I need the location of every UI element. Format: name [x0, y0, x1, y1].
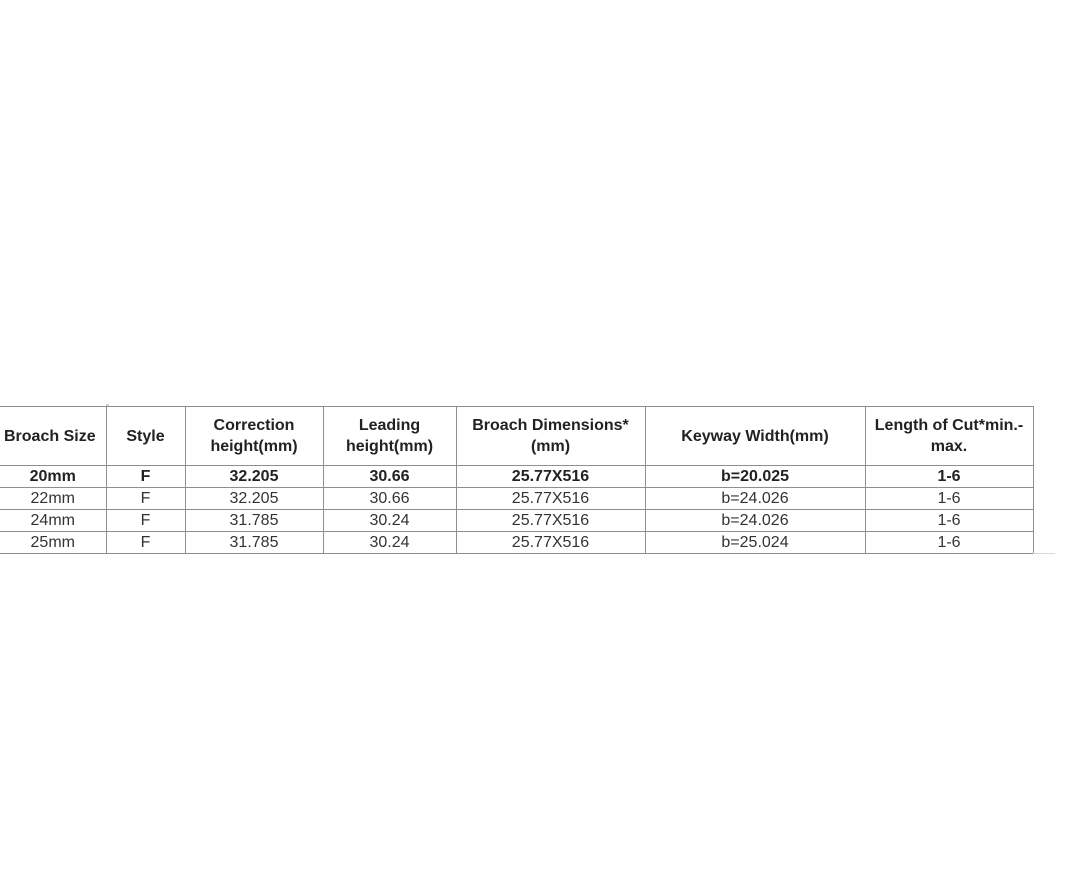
cell-broach-size: 25mm [0, 532, 106, 554]
cell-correction-height: 31.785 [185, 510, 323, 532]
table-row [0, 488, 1033, 510]
cell-length-of-cut: 1-6 [865, 532, 1033, 554]
cell-keyway-width: b=25.024 [645, 532, 865, 554]
cell-broach-size: 24mm [0, 510, 106, 532]
cell-broach-dimensions: 25.77X516 [456, 488, 645, 510]
cell-leading-height: 30.66 [323, 466, 456, 488]
header-length-of-cut: Length of Cut*min.-max. [865, 407, 1033, 466]
cell-keyway-width: b=24.026 [645, 488, 865, 510]
cell-style: F [106, 488, 185, 510]
table-row [0, 510, 1033, 532]
cell-length-of-cut: 1-6 [865, 466, 1033, 488]
cell-broach-size: 20mm [0, 466, 106, 488]
header-broach-size: Broach Size [0, 407, 106, 466]
header-correction-height: Correction height(mm) [185, 407, 323, 466]
header-style: Style [106, 407, 185, 466]
cell-correction-height: 32.205 [185, 466, 323, 488]
header-leading-height: Leading height(mm) [323, 407, 456, 466]
table-row [0, 466, 1033, 488]
cell-style: F [106, 532, 185, 554]
spec-table-container [0, 406, 1034, 554]
cell-keyway-width: b=20.025 [645, 466, 865, 488]
cell-broach-dimensions: 25.77X516 [456, 466, 645, 488]
cell-keyway-width: b=24.026 [645, 510, 865, 532]
table-row [0, 532, 1033, 554]
cell-length-of-cut: 1-6 [865, 510, 1033, 532]
cell-style: F [106, 466, 185, 488]
cell-correction-height: 31.785 [185, 532, 323, 554]
cell-broach-dimensions: 25.77X516 [456, 510, 645, 532]
cell-leading-height: 30.24 [323, 510, 456, 532]
broach-spec-table [0, 406, 1034, 554]
cell-leading-height: 30.66 [323, 488, 456, 510]
table-header-row [0, 407, 1033, 466]
cell-length-of-cut: 1-6 [865, 488, 1033, 510]
cell-broach-dimensions: 25.77X516 [456, 532, 645, 554]
cell-correction-height: 32.205 [185, 488, 323, 510]
cell-leading-height: 30.24 [323, 532, 456, 554]
cell-broach-size: 22mm [0, 488, 106, 510]
header-keyway-width: Keyway Width(mm) [645, 407, 865, 466]
cell-style: F [106, 510, 185, 532]
trailing-rule [1033, 553, 1055, 554]
header-broach-dimensions: Broach Dimensions* (mm) [456, 407, 645, 466]
